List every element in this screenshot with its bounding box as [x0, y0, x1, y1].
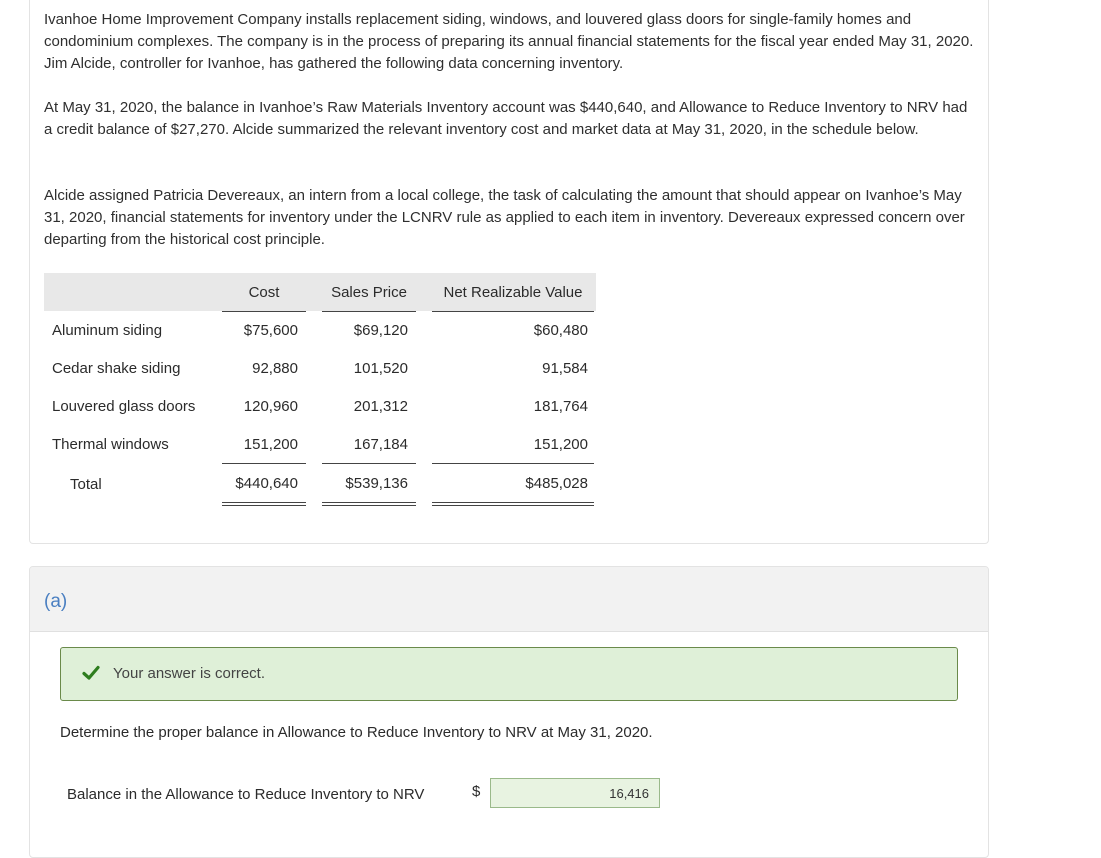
cell-sales: 101,520	[353, 360, 408, 377]
cell-cost: 151,200	[243, 436, 298, 453]
total-cost: $440,640	[235, 475, 298, 492]
cell-sales: $69,120	[353, 322, 408, 339]
row-label: Aluminum siding	[52, 322, 163, 339]
problem-paragraph-3: Alcide assigned Patricia Devereaux, an intern from a local college, the task of calculating the amount that should appear on Ivanhoe’s May 31, 2020, financial statements for inventory under the LCNRV rule as applied to each item in inventory. Devereaux expressed concern over departing from the historical cost principle.	[44, 187, 965, 248]
problem-paragraph-2: At May 31, 2020, the balance in Ivanhoe’s Raw Materials Inventory account was $440,640, and Allowance to Reduce Inventory to NRV had a credit balance of $27,270. Alcide summarized the relevant inventory cost and market data at May 31, 2020, in the schedule below.	[44, 99, 968, 138]
cell-sales: 167,184	[353, 436, 408, 453]
total-label: Total	[70, 476, 102, 493]
double-rule-sales-2	[322, 505, 416, 506]
row-label: Louvered glass doors	[52, 398, 196, 415]
double-rule-cost-2	[222, 505, 306, 506]
header-nrv: Net Realizable Value	[443, 284, 583, 301]
row-label: Cedar shake siding	[52, 360, 181, 377]
problem-paragraph-1: Ivanhoe Home Improvement Company installs replacement siding, windows, and louvered glass doors for single-family homes and condominium complexes. The company is in the process of preparing its annual financial statements for the fiscal year ended May 31, 2020. Jim Alcide, controller for Ivanhoe, has gathered the following data concerning inventory.	[44, 11, 974, 72]
cell-cost: 120,960	[243, 398, 298, 415]
cell-nrv: 151,200	[533, 436, 588, 453]
header-cost: Cost	[248, 284, 280, 301]
feedback-text: Your answer is correct.	[113, 665, 266, 682]
header-rule-cost	[222, 311, 306, 312]
feedback-banner	[60, 647, 958, 701]
part-label: (a)	[44, 591, 68, 612]
question-text: Determine the proper balance in Allowance to Reduce Inventory to NRV at May 31, 2020.	[60, 724, 653, 741]
answer-input[interactable]: 16,416	[490, 778, 660, 808]
subtotal-rule-sales	[322, 463, 416, 464]
row-label: Thermal windows	[52, 436, 169, 453]
double-rule-cost-1	[222, 502, 306, 503]
cell-nrv: $60,480	[533, 322, 588, 339]
checkmark-icon	[81, 663, 101, 683]
header-sales-price: Sales Price	[331, 284, 407, 301]
subtotal-rule-cost	[222, 463, 306, 464]
cell-cost: 92,880	[252, 360, 298, 377]
answer-label: Balance in the Allowance to Reduce Inventory to NRV	[67, 786, 425, 803]
header-rule-nrv	[432, 311, 594, 312]
cell-cost: $75,600	[243, 322, 298, 339]
header-rule-sales	[322, 311, 416, 312]
double-rule-nrv-1	[432, 502, 594, 503]
total-sales: $539,136	[345, 475, 408, 492]
currency-symbol: $	[472, 783, 481, 800]
double-rule-sales-1	[322, 502, 416, 503]
subtotal-rule-nrv	[432, 463, 594, 464]
total-nrv: $485,028	[525, 475, 588, 492]
cell-nrv: 91,584	[542, 360, 588, 377]
cell-nrv: 181,764	[533, 398, 588, 415]
part-a-card	[29, 566, 989, 858]
cell-sales: 201,312	[353, 398, 408, 415]
part-header	[30, 567, 988, 632]
double-rule-nrv-2	[432, 505, 594, 506]
